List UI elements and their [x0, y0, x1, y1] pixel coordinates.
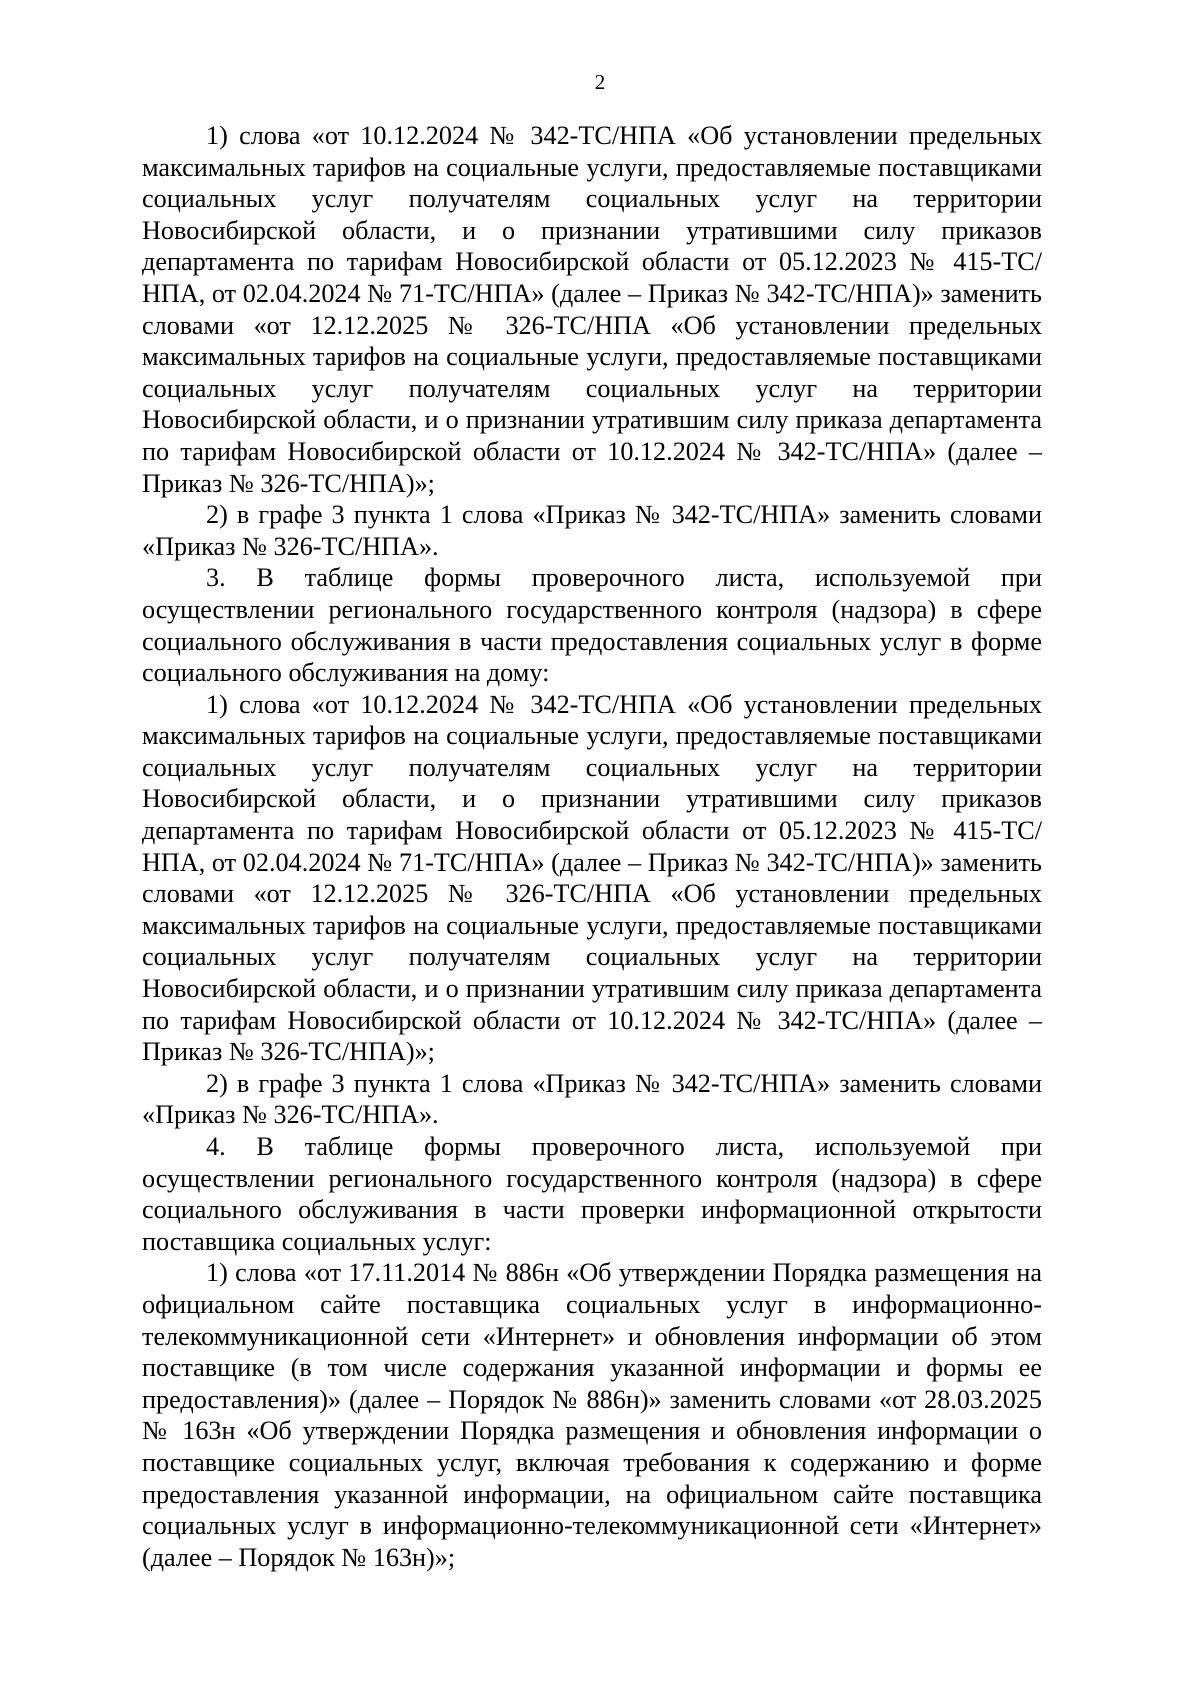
- document-body: [142, 120, 1042, 1573]
- paragraph-section-4-item-1: 1) слова «от 17.11.2014 № 886н «Об утверждении Порядка размещения на официальном сайте поставщика социальных услуг в информационно-телекоммуникационной сети «Интернет» и обновления информации об этом поставщике (в том числе содержания указанной информации и формы ее предоставления)» (далее – Порядок № 886н)» заменить словами «от 28.03.2025 № 163н «Об утверждении Порядка размещения и обновления информации о поставщике социальных услуг, включая требования к содержанию и форме предоставления указанной информации, на официальном сайте поставщика социальных услуг в информационно-телекоммуникационной сети «Интернет» (далее – Порядок № 163н)»;: [142, 1258, 1042, 1572]
- paragraph-item-2-column-3: 2) в графе 3 пункта 1 слова «Приказ № 342-ТС/НПА» заменить словами «Приказ № 326-ТС/НПА».: [142, 500, 1042, 561]
- paragraph-item-1-words-replacement: 1) слова «от 10.12.2024 № 342-ТС/НПА «Об установлении предельных максимальных тарифов на социальные услуги, предоставляемые поставщиками социальных услуг получателям социальных услуг на территории Новосибирской области, и о признании утратившими силу приказов департамента по тарифам Новосибирской области от 05.12.2023 № 415-ТС/НПА, от 02.04.2024 № 71-ТС/НПА» (далее – Приказ № 342-ТС/НПА)» заменить словами «от 12.12.2025 № 326-ТС/НПА «Об установлении предельных максимальных тарифов на социальные услуги, предоставляемые поставщиками социальных услуг получателям социальных услуг на территории Новосибирской области, и о признании утратившим силу приказа департамента по тарифам Новосибирской области от 10.12.2024 № 342-ТС/НПА» (далее – Приказ № 326-ТС/НПА)»;: [142, 121, 1042, 498]
- paragraph-section-4-header: 4. В таблице формы проверочного листа, используемой при осуществлении регионального государственного контроля (надзора) в сфере социального обслуживания в части проверки информационной открытости поставщика социальных услуг:: [142, 1132, 1042, 1256]
- page-number: 2: [594, 70, 606, 94]
- paragraph-section-3-header: 3. В таблице формы проверочного листа, используемой при осуществлении регионального государственного контроля (надзора) в сфере социального обслуживания в части предоставления социальных услуг в форме социального обслуживания на дому:: [142, 563, 1042, 688]
- paragraph-section-3-item-2: 2) в графе 3 пункта 1 слова «Приказ № 342-ТС/НПА» заменить словами «Приказ № 326-ТС/НПА».: [142, 1068, 1042, 1130]
- paragraph-section-3-item-1: 1) слова «от 10.12.2024 № 342-ТС/НПА «Об установлении предельных максимальных тарифов на социальные услуги, предоставляемые поставщиками социальных услуг получателям социальных услуг на территории Новосибирской области, и о признании утратившими силу приказов департамента по тарифам Новосибирской области от 05.12.2023 № 415-ТС/НПА, от 02.04.2024 № 71-ТС/НПА» (далее – Приказ № 342-ТС/НПА)» заменить словами «от 12.12.2025 № 326-ТС/НПА «Об установлении предельных максимальных тарифов на социальные услуги, предоставляемые поставщиками социальных услуг получателям социальных услуг на территории Новосибирской области, и о признании утратившим силу приказа департамента по тарифам Новосибирской области от 10.12.2024 № 342-ТС/НПА» (далее – Приказ № 326-ТС/НПА)»;: [142, 689, 1042, 1067]
